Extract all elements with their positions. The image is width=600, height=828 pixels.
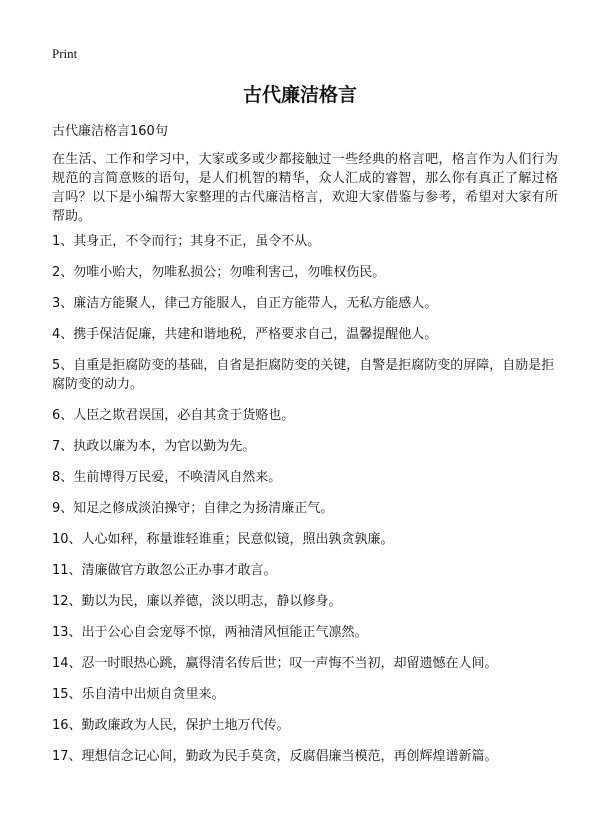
list-item: 15、乐自清中出烦自贪里来。 (52, 687, 225, 702)
print-link[interactable]: Print (52, 46, 78, 61)
list-item: 12、勤以为民，廉以养德，淡以明志，静以修身。 (52, 594, 342, 609)
list-item: 1、其身正，不令而行；其身不正，虽令不从。 (52, 234, 321, 249)
list-item: 17、理想信念记心间，勤政为民手莫贪，反腐倡廉当模范，再创辉煌谱新篇。 (52, 749, 498, 764)
list-item: 8、生前博得万民爱，不唤清风自然来。 (52, 470, 282, 485)
list-item: 5、自重是拒腐防变的基础，自省是拒腐防变的关键，自警是拒腐防变的屏障，自励是拒腐防变的动力。 (52, 358, 555, 392)
list-item: 2、勿唯小贻大，勿唯私损公；勿唯利害己，勿唯权伤民。 (52, 265, 386, 280)
page-subtitle: 古代廉洁格言160句 (52, 124, 168, 139)
maxim-list (52, 232, 558, 778)
page-title: 古代廉洁格言 (242, 84, 357, 106)
list-item: 14、忍一时眼热心跳，赢得清名传后世；叹一声悔不当初，却留遗憾在人间。 (52, 656, 498, 671)
list-item: 7、执政以廉为本，为官以勤为先。 (52, 439, 256, 454)
list-item: 16、勤政廉政为人民，保护土地万代传。 (52, 718, 290, 733)
list-item: 10、人心如秤，称量谁轻谁重；民意似镜，照出孰贪孰廉。 (52, 532, 394, 547)
list-item: 11、清廉做官方敢忽公正办事才敢言。 (52, 563, 277, 578)
list-item: 9、知足之修成淡泊操守；自律之为扬清廉正气。 (52, 501, 334, 516)
list-item: 3、廉洁方能聚人，律己方能服人，自正方能带人，无私方能感人。 (52, 296, 438, 311)
list-item: 6、人臣之欺君误国，必自其贪于货赂也。 (52, 408, 295, 423)
intro-paragraph: 在生活、工作和学习中，大家或多或少都接触过一些经典的格言吧，格言作为人们行为规范的言简意赅的语句，是人们机智的精华，众人汇成的睿智，那么你有真正了解过格言吗？以下是小编帮大家整理的古代廉洁格言，欢迎大家借鉴与参考，希望对大家有所帮助。 (52, 152, 558, 224)
list-item: 13、出于公心自会宠辱不惊，两袖清风恒能正气凛然。 (52, 625, 368, 640)
list-item: 4、携手保洁促廉，共建和谐地税，严格要求自己，温馨提醒他人。 (52, 327, 438, 342)
